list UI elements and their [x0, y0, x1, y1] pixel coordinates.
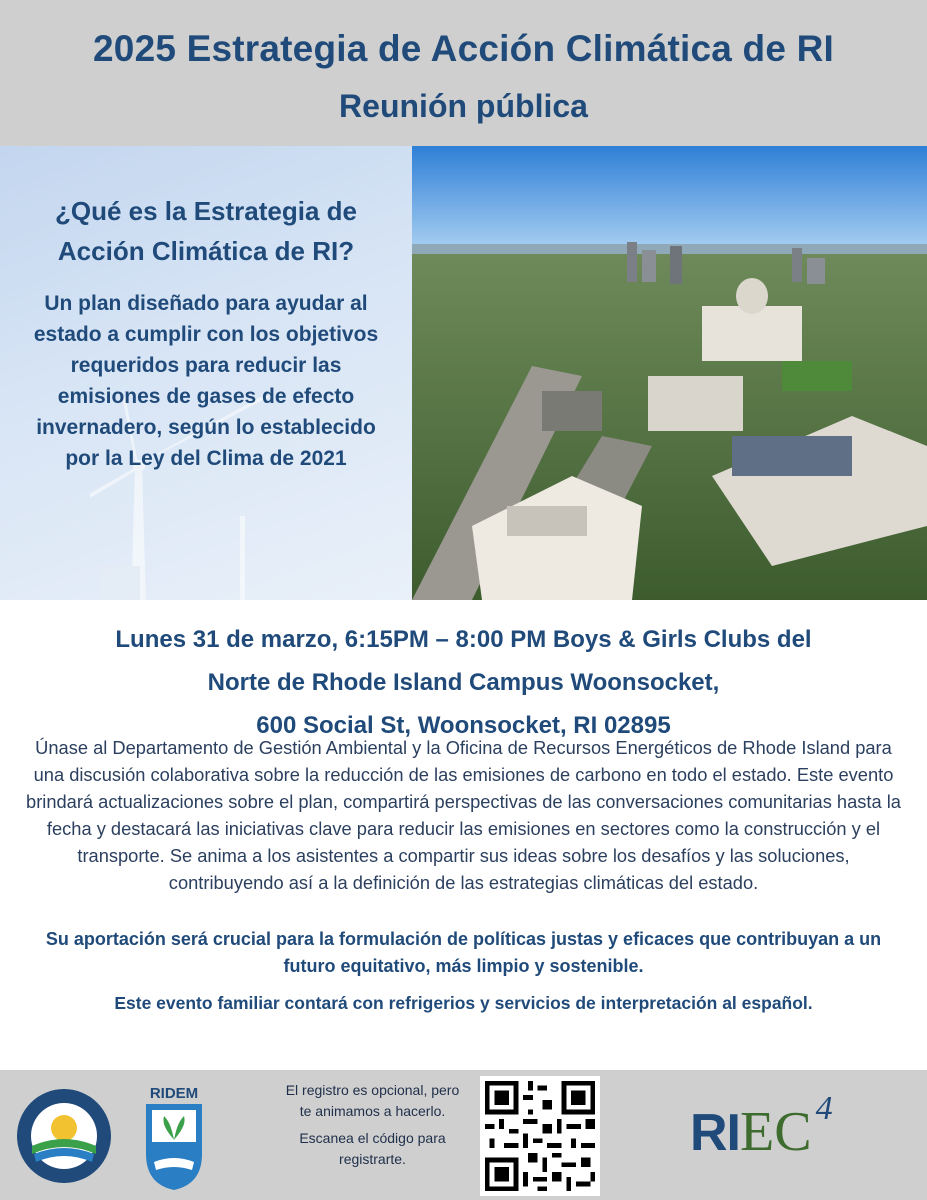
office-energy-resources-logo: [16, 1088, 112, 1184]
intro-panel: [0, 146, 412, 600]
event-address-line: 600 Social St, Woonsocket, RI 02895: [256, 712, 671, 739]
registration-info: [285, 1080, 460, 1176]
ridem-logo: [142, 1084, 206, 1192]
aerial-city-photo: [412, 146, 927, 600]
footer-bar: [0, 1070, 927, 1200]
page-subtitle: Reunión pública: [339, 88, 588, 124]
event-venue-line: Norte de Rhode Island Campus Woonsocket,: [207, 669, 720, 696]
intro-heading-line2: Acción Climática de RI?: [57, 236, 355, 266]
riec-ri-text: RI: [690, 1104, 740, 1162]
riec-four-text: 4: [815, 1090, 833, 1127]
event-date-line: Lunes 31 de marzo, 6:15PM – 8:00 PM Boys & Girls Clubs del: [115, 626, 812, 653]
header-banner: [0, 0, 927, 146]
ridem-logo-label: RIDEM: [149, 1085, 199, 1102]
registration-qr-code[interactable]: [480, 1076, 600, 1196]
input-emphasis: Su aportación será crucial para la formulación de políticas justas y eficaces que contribuyan a un futuro equitativo, más limpio y sostenible.: [45, 929, 882, 976]
family-note: Este evento familiar contará con refrigerios y servicios de interpretación al español.: [114, 993, 813, 1013]
intro-heading-line1: ¿Qué es la Estrategia de: [54, 196, 357, 226]
event-details: [0, 618, 927, 747]
intro-heading: [0, 191, 412, 271]
registration-scan-text: Escanea el código para registrarte.: [299, 1130, 446, 1167]
page-title: 2025 Estrategia de Acción Climática de RI: [93, 28, 834, 69]
providence-aerial-image: [412, 146, 927, 600]
riec4-logo: [690, 1090, 920, 1170]
riec-ec-text: EC: [740, 1101, 812, 1163]
intro-description: Un plan diseñado para ayudar al estado a cumplir con los objetivos requeridos para reducir las emisiones de gases de efecto invernadero, según lo establecido por la Ley del Clima de 2021: [33, 292, 379, 470]
registration-optional-text: El registro es opcional, pero te animamos a hacerlo.: [285, 1082, 460, 1119]
event-description: Únase al Departamento de Gestión Ambiental y la Oficina de Recursos Energéticos de Rhode Island para una discusión colaborativa sobre la reducción de las emisiones de carbono en todo el estado. Este evento brindará actualizaciones sobre el plan, compartirá perspectivas de las conversaciones comunitarias hasta la fecha y destacará las iniciativas clave para reducir las emisiones en sectores como la construcción y el transporte. Se anima a los asistentes a compartir sus ideas sobre los desafíos y las soluciones, contribuyendo así a la definición de las estrategias climáticas del estado.: [26, 737, 901, 893]
